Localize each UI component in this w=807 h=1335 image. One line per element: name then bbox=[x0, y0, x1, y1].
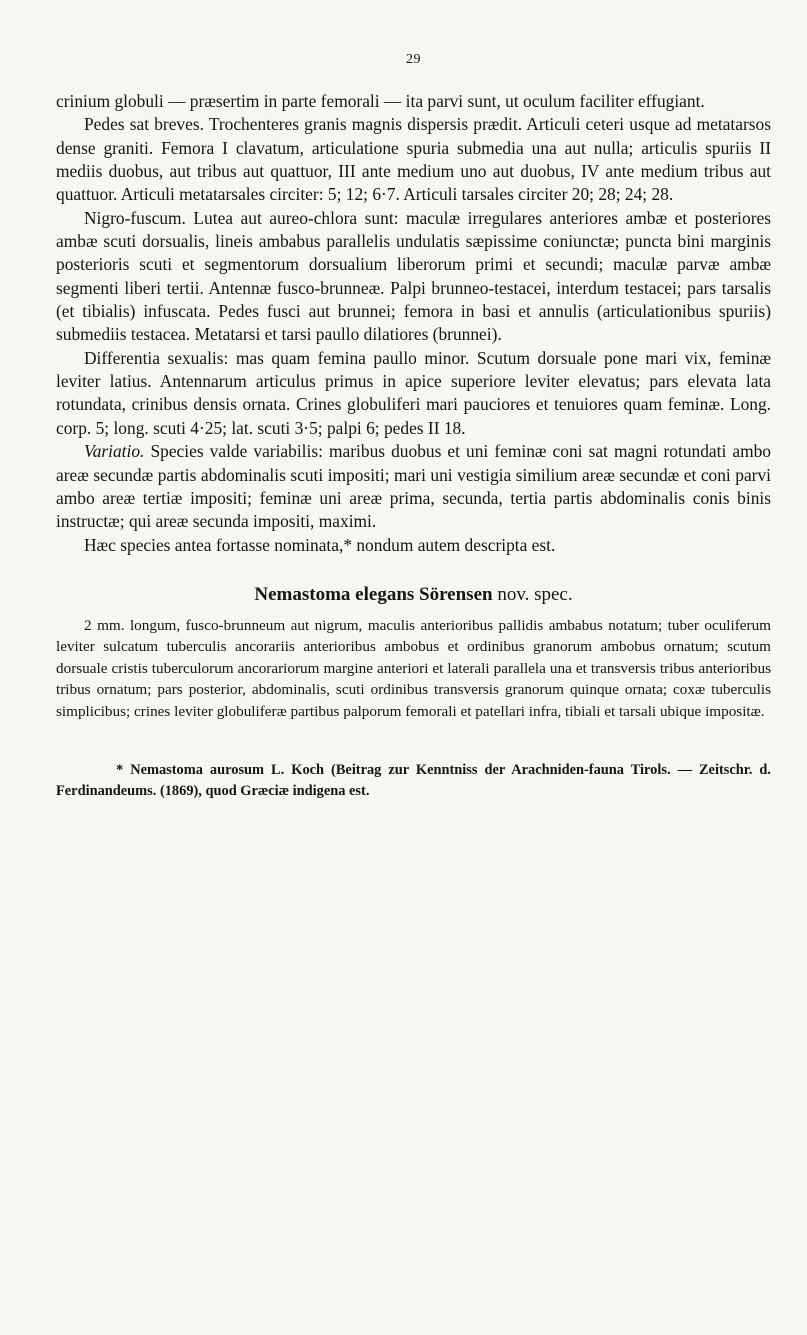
paragraph-pedes: Pedes sat breves. Trochenteres granis magnis dispersis prædit. Articuli ceteri usque ad metatarsos dense graniti. Femora I clavatum, articulatione spuria submedia una aut nulla; articulis spuriis II mediis duobus, aut tribus aut quattuor, III ante medium uno aut duobus, IV ante medium tribus aut quattuor. Articuli metatarsales circiter: 5; 12; 6·7. Articuli tarsales circiter 20; 28; 24; 28. bbox=[56, 114, 771, 205]
paragraph-closing: Hæc species antea fortasse nominata,* nondum autem descripta est. bbox=[84, 534, 556, 555]
footnote: * Nemastoma aurosum L. Koch (Beitrag zur Kenntniss der Arachniden-fauna Tirols. — Zeitschr. d. Ferdinandeums. (1869), quod Græciæ indigena est. bbox=[56, 761, 771, 799]
footnote-block bbox=[56, 760, 771, 802]
variatio-text: Species valde variabilis: maribus duobus et uni feminæ coni sat magni rotundati ambo areæ secundæ partis abdominalis scuti impositi; mari uni vestigia similium areæ secundæ et coni parvi ambo areæ tertiæ impositi; feminæ uni areæ prima, secunda, tertia partis abdominalis conis binis instructæ; qui areæ secunda impositi, maximi. bbox=[56, 441, 771, 532]
paragraph-differentia-sexualis: Differentia sexualis: mas quam femina paullo minor. Scutum dorsuale pone mari vix, feminæ leviter latius. Antennarum articulus primus in apice superiore leviter elevatus; pars elevata lata rotundata, crinibus densis ornata. Crines globuliferi mari pauciores et tenuiores quam feminæ. Long. corp. 5; long. scuti 4·25; lat. scuti 3·5; palpi 6; pedes II 18. bbox=[56, 347, 771, 438]
species-suffix: nov. spec. bbox=[492, 583, 573, 605]
species-name: Nemastoma elegans Sörensen bbox=[254, 583, 493, 605]
paragraph-coloration: Nigro-fuscum. Lutea aut aureo-chlora sunt: maculæ irregulares anteriores ambæ et posteriores ambæ scuti dorsualis, lineis ambabus parallelis undulatis sæpissime coniunctæ; puncta bini marginis posterioris scuti et segmentorum dorsualium liberorum primi et secundi; maculæ parvæ ambæ segmenti liberi tertii. Antennæ fusco-brunneæ. Palpi brunneo-testacei, interdum testacei; pars tarsalis (et tibialis) infuscata. Pedes fusci aut brunnei; femora in basi et annulis (articulationibus spuriis) submediis testacea. Metatarsi et tarsi paullo dilatiores (brunnei). bbox=[56, 207, 771, 345]
species-description: 2 mm. longum, fusco-brunneum aut nigrum, maculis anterioribus pallidis ambabus notatum; tuber oculiferum leviter sulcatum tuberculis ancorariis anterioribus ambobus et ordinibus granorum ambobus ornatum; scutum dorsuale cristis tuberculorum ancorariorum margine anteriori et laterali parallela una et transversis tribus anterioribus tribus ornatum; pars posterior, abdominalis, scuti ordinibus transversis granorum quinque ornata; coxæ tuberculis simplicibus; crines leviter globuliferæ partibus palporum femorali et patellari infra, tibiali et tarsali ubique impositæ. bbox=[56, 616, 771, 720]
paragraph-crinium: crinium globuli — præsertim in parte femorali — ita parvi sunt, ut oculum faciliter effugiant. bbox=[56, 91, 705, 111]
paragraph-variatio bbox=[56, 440, 771, 533]
species-heading bbox=[56, 583, 771, 607]
page-number: 29 bbox=[406, 52, 421, 67]
book-page bbox=[56, 52, 771, 802]
species-description-block bbox=[56, 615, 771, 722]
variatio-label: Variatio. bbox=[84, 441, 145, 462]
